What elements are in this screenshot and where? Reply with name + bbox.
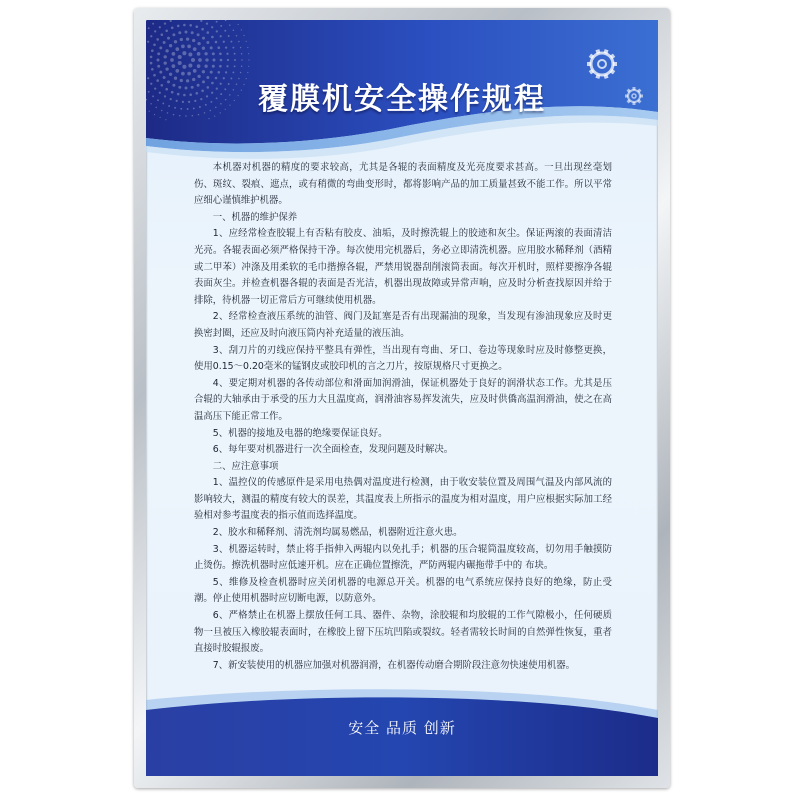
list-item: 7、新安装使用的机器应加强对机器润滑，在机器传动磨合期阶段注意勿快速使用机器。 [212, 659, 576, 671]
list-item: 2、经常检查液压系统的油管、阀门及缸塞是否有出现漏油的现象，当发现有渗油现象应及时更换密封圈，还应及时向液压筒内补充适量的液压油。 [194, 311, 612, 339]
footer-slogan: 安全 品质 创新 [348, 719, 456, 737]
list-item: 3、刮刀片的刃线应保持平整具有弹性，当出现有弯曲、牙口、卷边等现象时应及时修整更换，使用0.15～0.20毫米的锰钢皮或胶印机的言之刀片，按原规格尺寸更换之。 [194, 344, 612, 373]
list-item: 1、应经常检查胶辊上有否粘有胶皮、油垢，及时擦洗辊上的胶迹和灰尘。保证两滚的表面清洁光亮。各辊表面必须严格保持干净。每次使用完机器后，务必立即清洗机器。应用胶水稀释剂（酒精或二甲苯）冲涤及用柔软的毛巾揩擦各辊，严禁用锐器刮削滚筒表面。每次开机时，照样要擦净各辊表面灰尘。并检查机器各辊的表面是否光洁，机器出现故障或异常声响，应及时分析查找原因并给于排除，待机器一切正常后方可继续使用机器。 [194, 228, 612, 306]
section-heading: 一、机器的维护保养 [212, 211, 298, 223]
page-title: 覆膜机安全操作规程 [258, 82, 546, 117]
list-item: 5、机器的接地及电器的绝缘要保证良好。 [212, 427, 388, 439]
list-item: 4、要定期对机器的各传动部位和滑面加润滑油，保证机器处于良好的润滑状态工作。尤其是压合辊的大轴承由于承受的压力大且温度高，润滑油容易挥发流失，应及时供僑高温润滑油，使之在高温高压下能正常工作。 [194, 377, 612, 422]
list-item: 3、机器运转时，禁止将手指伸入两辊内以免扎手；机器的压合辊筒温度较高，切勿用手触摸防止烫伤。擦洗机器时应低速开机。应在正确位置擦洗，严防两辊内碾拖带手中的 布块。 [194, 543, 612, 572]
safety-poster [146, 20, 658, 776]
list-item: 5、维修及检查机器时应关闭机器的电源总开关。机器的电气系统应保持良好的绝缘，防止受潮。停止使用机器时应切断电源，以防意外。 [194, 576, 612, 605]
section-heading: 二、应注意事项 [212, 460, 279, 472]
list-item: 6、严格禁止在机器上摆放任何工具、器件、杂物，涂胶辊和均胶辊的工作气隙极小，任何硬质物一旦被压入橡胶辊表面时，在橡胶上留下压坑凹陷或裂纹。轻者需较长时间的自然弹性恢复，重者直接时胶辊报废。 [194, 610, 612, 655]
list-item: 6、每年要对机器进行一次全面检查，发现问题及时解决。 [212, 444, 454, 456]
procedure-text [194, 160, 612, 674]
poster-frame [134, 8, 670, 788]
list-item: 2、胶水和稀释剂、清洗剂均属易燃品，机器附近注意火患。 [212, 527, 463, 539]
intro-paragraph: 本机器对机器的精度的要求较高，尤其是各辊的表面精度及光亮度要求甚高。一旦出现丝毫划伤、斑纹、裂痕、遮点，或有稍微的弯曲变形时，都将影响产品的加工质量甚致不能工作。所以平常应细心谨慎维护机器。 [194, 162, 612, 207]
list-item: 1、温控仪的传感原件是采用电热偶对温度进行检测，由于收安装位置及周围气温及内部风流的影响较大，测温的精度有较大的误差，其温度表上所指示的温度为相对温度，用户应根据实际加工经验相对参考温度表的指示值而选择温度。 [194, 477, 612, 522]
